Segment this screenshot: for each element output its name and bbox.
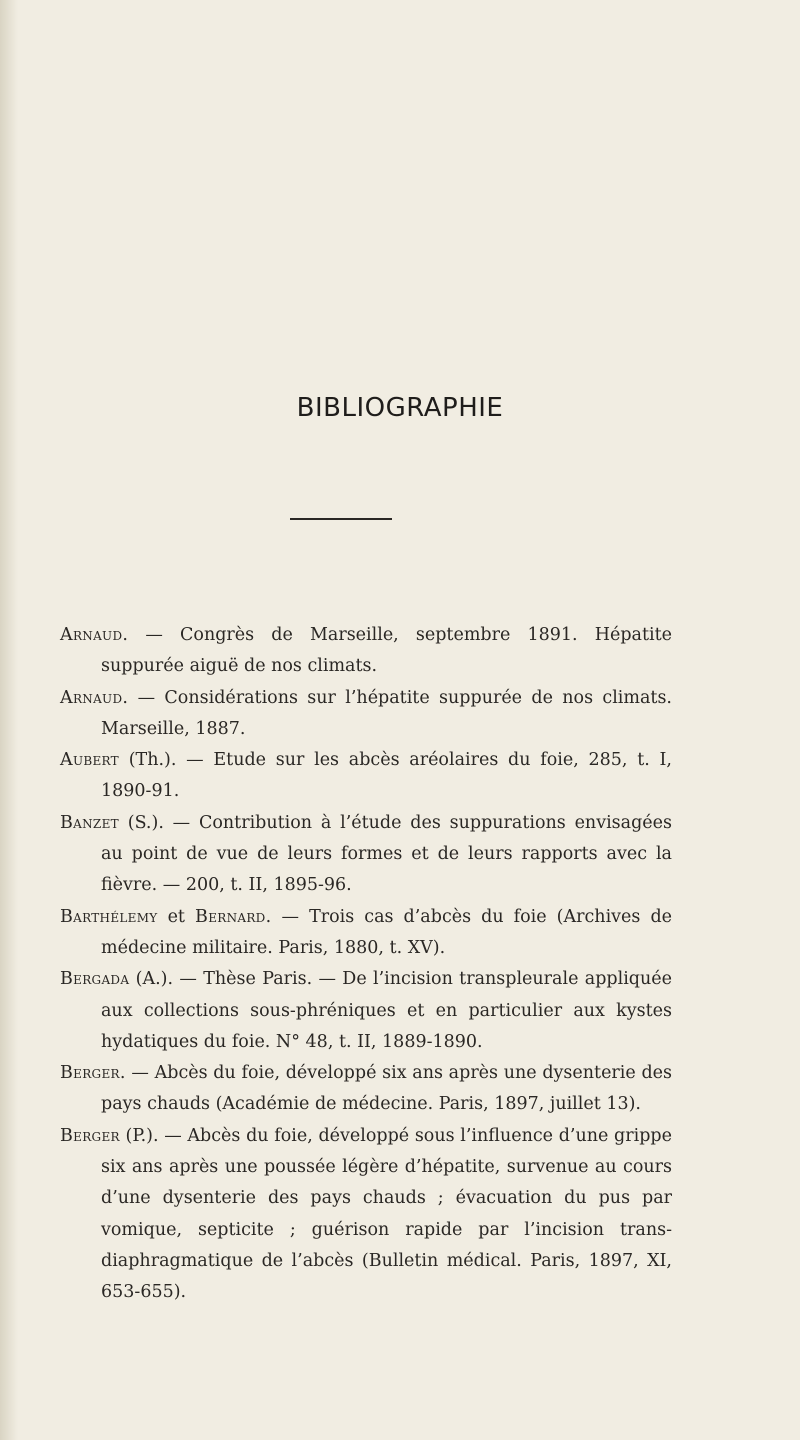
- entry-author-secondary: Bernard.: [195, 906, 272, 927]
- entry-text: — Abcès du foie, développé six ans après une dysenterie des pays chauds (Académie de médecine. Paris, 1897, juillet 13).: [101, 1063, 672, 1115]
- bibliography-entry: [60, 1058, 672, 1121]
- bibliography-entry: [60, 902, 672, 965]
- entry-author: Barthélemy: [60, 906, 158, 927]
- entry-author: Berger: [60, 1125, 120, 1146]
- entry-text: — Considérations sur l’hépatite suppurée de nos climats. Marseille, 1887.: [101, 687, 672, 739]
- bibliography-entry: [60, 620, 672, 683]
- entry-text: (A.). — Thèse Paris. — De l’incision transpleurale appliquée aux collections sous-phréniques et en particulier aux kystes hydatiques du foie. N° 48, t. II, 1889-1890.: [101, 969, 672, 1052]
- bibliography-list: [60, 620, 672, 1309]
- page-title: BIBLIOGRAPHIE: [296, 393, 504, 423]
- entry-author: Bergada: [60, 969, 130, 990]
- title-divider: [290, 518, 392, 520]
- entry-text: — Congrès de Marseille, septembre 1891. Hépatite suppurée aiguë de nos climats.: [101, 625, 672, 677]
- entry-author: Aubert: [60, 750, 119, 771]
- entry-author: Arnaud.: [60, 625, 129, 645]
- bibliography-entry: [60, 1121, 672, 1309]
- bibliography-entry: [60, 745, 672, 808]
- bibliography-entry: [60, 964, 672, 1058]
- entry-author: Banzet: [60, 812, 119, 833]
- bibliography-entry: [60, 683, 672, 746]
- bibliography-entry: [60, 808, 672, 902]
- entry-text: (S.). — Contribution à l’étude des suppurations envisagées au point de vue de leurs formes et de leurs rapports avec la fièvre. — 200, t. II, 1895-96.: [101, 812, 672, 896]
- page-edge-shadow: [0, 0, 18, 1440]
- entry-author: Berger.: [60, 1063, 126, 1084]
- entry-text: (Th.). — Etude sur les abcès aréolaires du foie, 285, t. I, 1890-91.: [101, 750, 672, 802]
- entry-text: (P.). — Abcès du foie, développé sous l’influence d’une grippe six ans après une poussée légère d’hépatite, survenue au cours d’une dysenterie des pays chauds ; évacuation du pus par vomique, septicite ; guérison rapide par l’incision trans-diaphragmatique de l’abcès (Bulletin médical. Paris, 1897, XI, 653-655).: [101, 1125, 672, 1303]
- entry-text-continued: — Trois cas d’abcès du foie (Archives de médecine militaire. Paris, 1880, t. XV).: [101, 906, 673, 958]
- entry-author: Arnaud.: [60, 687, 129, 708]
- entry-text: et: [157, 906, 196, 927]
